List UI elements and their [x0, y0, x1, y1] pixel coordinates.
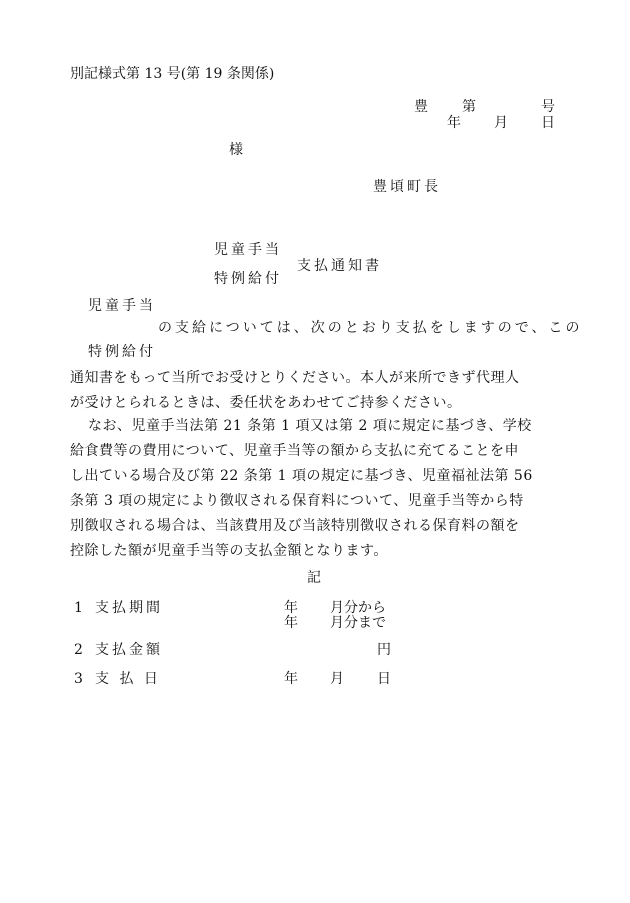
- note-line-6: 控除した額が児童手当等の支払金額となります。: [70, 543, 388, 559]
- item-2-yen: 円: [377, 642, 391, 658]
- intro-line-1: の支給については、次のとおり支払をしますので、この: [158, 320, 583, 336]
- note-line-5: 別徴収される場合は、当該費用及び当該特別徴収される保育料の額を: [70, 518, 520, 534]
- title-option-special-benefit: 特例給付: [214, 271, 282, 287]
- doc-number-go: 号: [541, 99, 555, 115]
- item-2-number: 2: [74, 642, 83, 658]
- date-month: 月: [494, 115, 508, 131]
- ki-heading: 記: [307, 570, 321, 586]
- form-label: 別記様式第 13 号(第 19 条関係): [70, 66, 275, 82]
- doc-number-dai: 第: [462, 99, 476, 115]
- item-2-label: 支払金額: [95, 642, 163, 658]
- title-main: 支払通知書: [297, 258, 382, 274]
- date-year: 年: [447, 115, 461, 131]
- intro-paragraph: [70, 366, 560, 416]
- intro-option-child-allowance: 児童手当: [88, 298, 156, 314]
- intro-line-2: 通知書をもって当所でお受けとりください。本人が来所できず代理人: [70, 370, 520, 386]
- issuer: 豊頃町長: [373, 179, 441, 195]
- date-day: 日: [541, 115, 555, 131]
- item-1-year-from: 年: [284, 600, 298, 616]
- intro-line-3: が受けとられるときは、委任状をあわせてご持参ください。: [70, 395, 462, 411]
- item-1-number: 1: [74, 600, 83, 616]
- note-line-4: 条第 3 項の規定により徴収される保育料について、児童手当等から特: [70, 493, 524, 509]
- item-1-month-to: 月分まで: [330, 615, 386, 631]
- item-3-number: 3: [74, 671, 83, 687]
- intro-option-special-benefit: 特例給付: [88, 344, 156, 360]
- note-line-2: 給食費等の費用について、児童手当等の額から支払に充てることを申: [70, 443, 519, 459]
- note-paragraph: [70, 414, 560, 564]
- item-1-year-to: 年: [284, 615, 298, 631]
- doc-number-prefix: 豊: [414, 99, 428, 115]
- title-option-child-allowance: 児童手当: [214, 242, 282, 258]
- item-3-day: 日: [377, 671, 391, 687]
- item-3-label: 支 払 日: [95, 671, 161, 687]
- item-1-month-from: 月分から: [330, 600, 386, 616]
- note-line-3: し出ている場合及び第 22 条第 1 項の規定に基づき、児童福祉法第 56: [70, 468, 533, 484]
- item-1-label: 支払期間: [95, 600, 163, 616]
- addressee-suffix: 様: [229, 142, 243, 158]
- item-3-year: 年: [284, 671, 298, 687]
- item-3-month: 月: [330, 671, 344, 687]
- note-line-1: なお、児童手当法第 21 条第 1 項又は第 2 項に規定に基づき、学校: [88, 418, 532, 434]
